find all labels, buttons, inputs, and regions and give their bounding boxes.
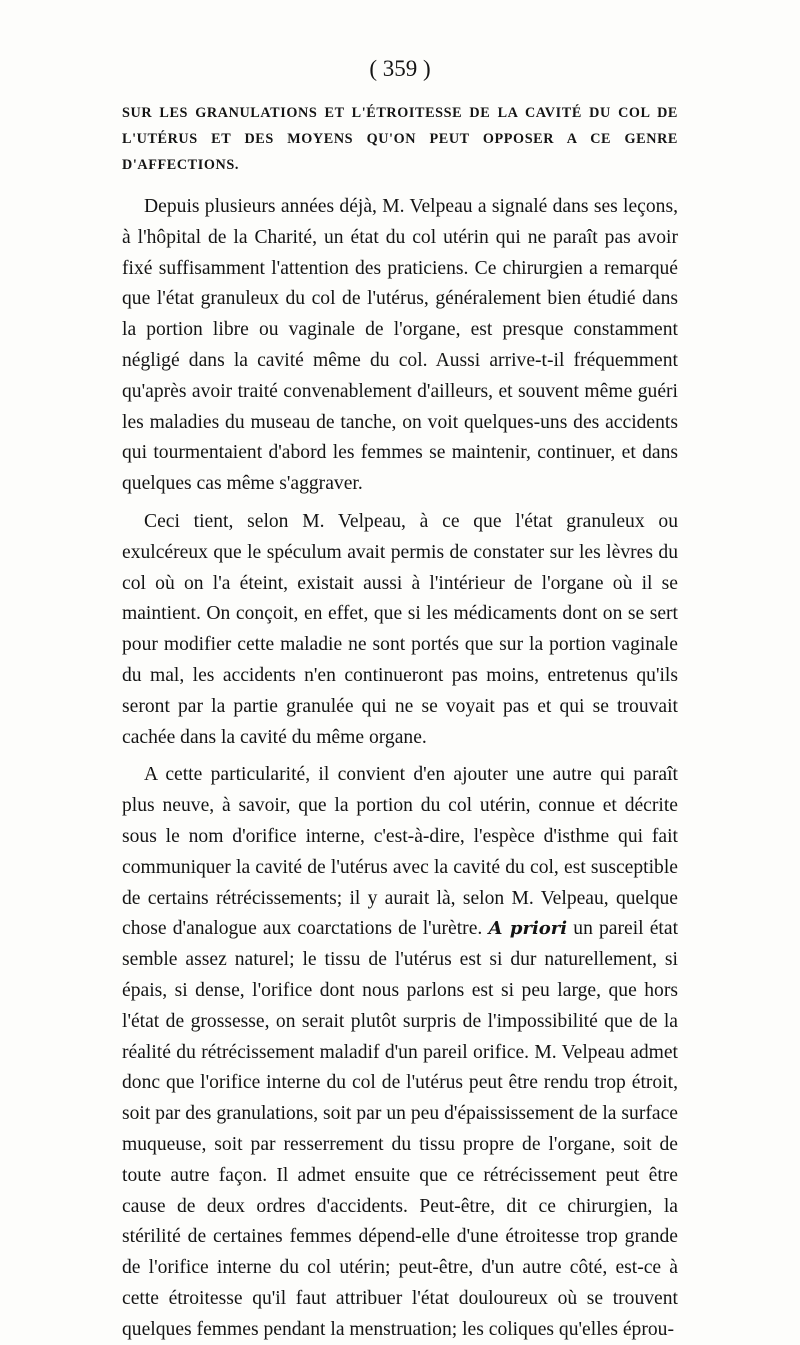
- paragraph-2: Ceci tient, selon M. Velpeau, à ce que l'état granuleux ou exulcéreux que le spéculum avait permis de constater sur les lèvres du col où on l'a éteint, existait aussi à l'intérieur de l'organe où il se maintient. On conçoit, en effet, que si les médicaments dont on se sert pour modifier cette maladie ne sont portés que sur la portion vaginale du mal, les accidents n'en continueront pas moins, entretenus qu'ils seront par la partie granulée qui ne se voyait pas et qui se trouvait cachée dans la cavité du même organe.: [122, 510, 678, 748]
- latin-phrase: A priori: [488, 918, 568, 940]
- paragraph-1: Depuis plusieurs années déjà, M. Velpeau a signalé dans ses leçons, à l'hôpital de la Charité, un état du col utérin qui ne paraît pas avoir fixé suffisamment l'attention des praticiens. Ce chirurgien a remarqué que l'état granuleux du col de l'utérus, généralement bien étudié dans la portion libre ou vaginale de l'organe, est presque constamment négligé dans la cavité même du col. Aussi arrive-t-il fréquemment qu'après avoir traité convenablement d'ailleurs, et souvent même guéri les maladies du museau de tanche, on voit quelques-uns des accidents qui tourmentaient d'abord les femmes se maintenir, continuer, et dans quelques cas même s'aggraver.: [122, 196, 678, 495]
- paragraph-3: [122, 760, 678, 1345]
- paragraph-3-text-after: un pareil état semble assez naturel; le tissu de l'utérus est si dur naturellement, si épais, si dense, l'orifice dont nous parlons est si peu large, que hors l'état de grossesse, on serait plutôt surpris de l'impossibilité que de la réalité du rétrécissement maladif d'un pareil orifice. M. Velpeau admet donc que l'orifice interne du col de l'utérus peut être rendu trop étroit, soit par des granulations, soit par un peu d'épaississement de la surface muqueuse, soit par resserrement du tissu propre de l'organe, soit de toute autre façon. Il admet ensuite que ce rétrécissement peut être cause de deux ordres d'accidents. Peut-être, dit ce chirurgien, la stérilité de certaines femmes dépend-elle d'une étroitesse trop grande de l'orifice interne du col utérin; peut-être, d'un autre côté, est-ce à cette étroitesse qu'il faut attribuer l'état douloureux où se trouvent quelques femmes pendant la menstruation; les coliques qu'elles éprou-: [122, 918, 679, 1340]
- paragraph-3-text-before: A cette particularité, il convient d'en ajouter une autre qui paraît plus neuve, à savoir, que la portion du col utérin, connue et décrite sous le nom d'orifice interne, c'est-à-dire, l'espèce d'isthme qui fait communiquer la cavité de l'utérus avec la cavité du col, est susceptible de certains rétrécissements; il y aurait là, selon M. Velpeau, quelque chose d'analogue aux coarctations de l'urètre.: [122, 764, 678, 940]
- page-number: ( 359 ): [369, 56, 431, 81]
- article-heading: SUR LES GRANULATIONS ET L'ÉTROITESSE DE LA CAVITÉ DU COL DE L'UTÉRUS ET DES MOYENS QU'ON PEUT OPPOSER A CE GENRE D'AFFECTIONS.: [122, 105, 678, 173]
- article-body: [122, 192, 678, 1345]
